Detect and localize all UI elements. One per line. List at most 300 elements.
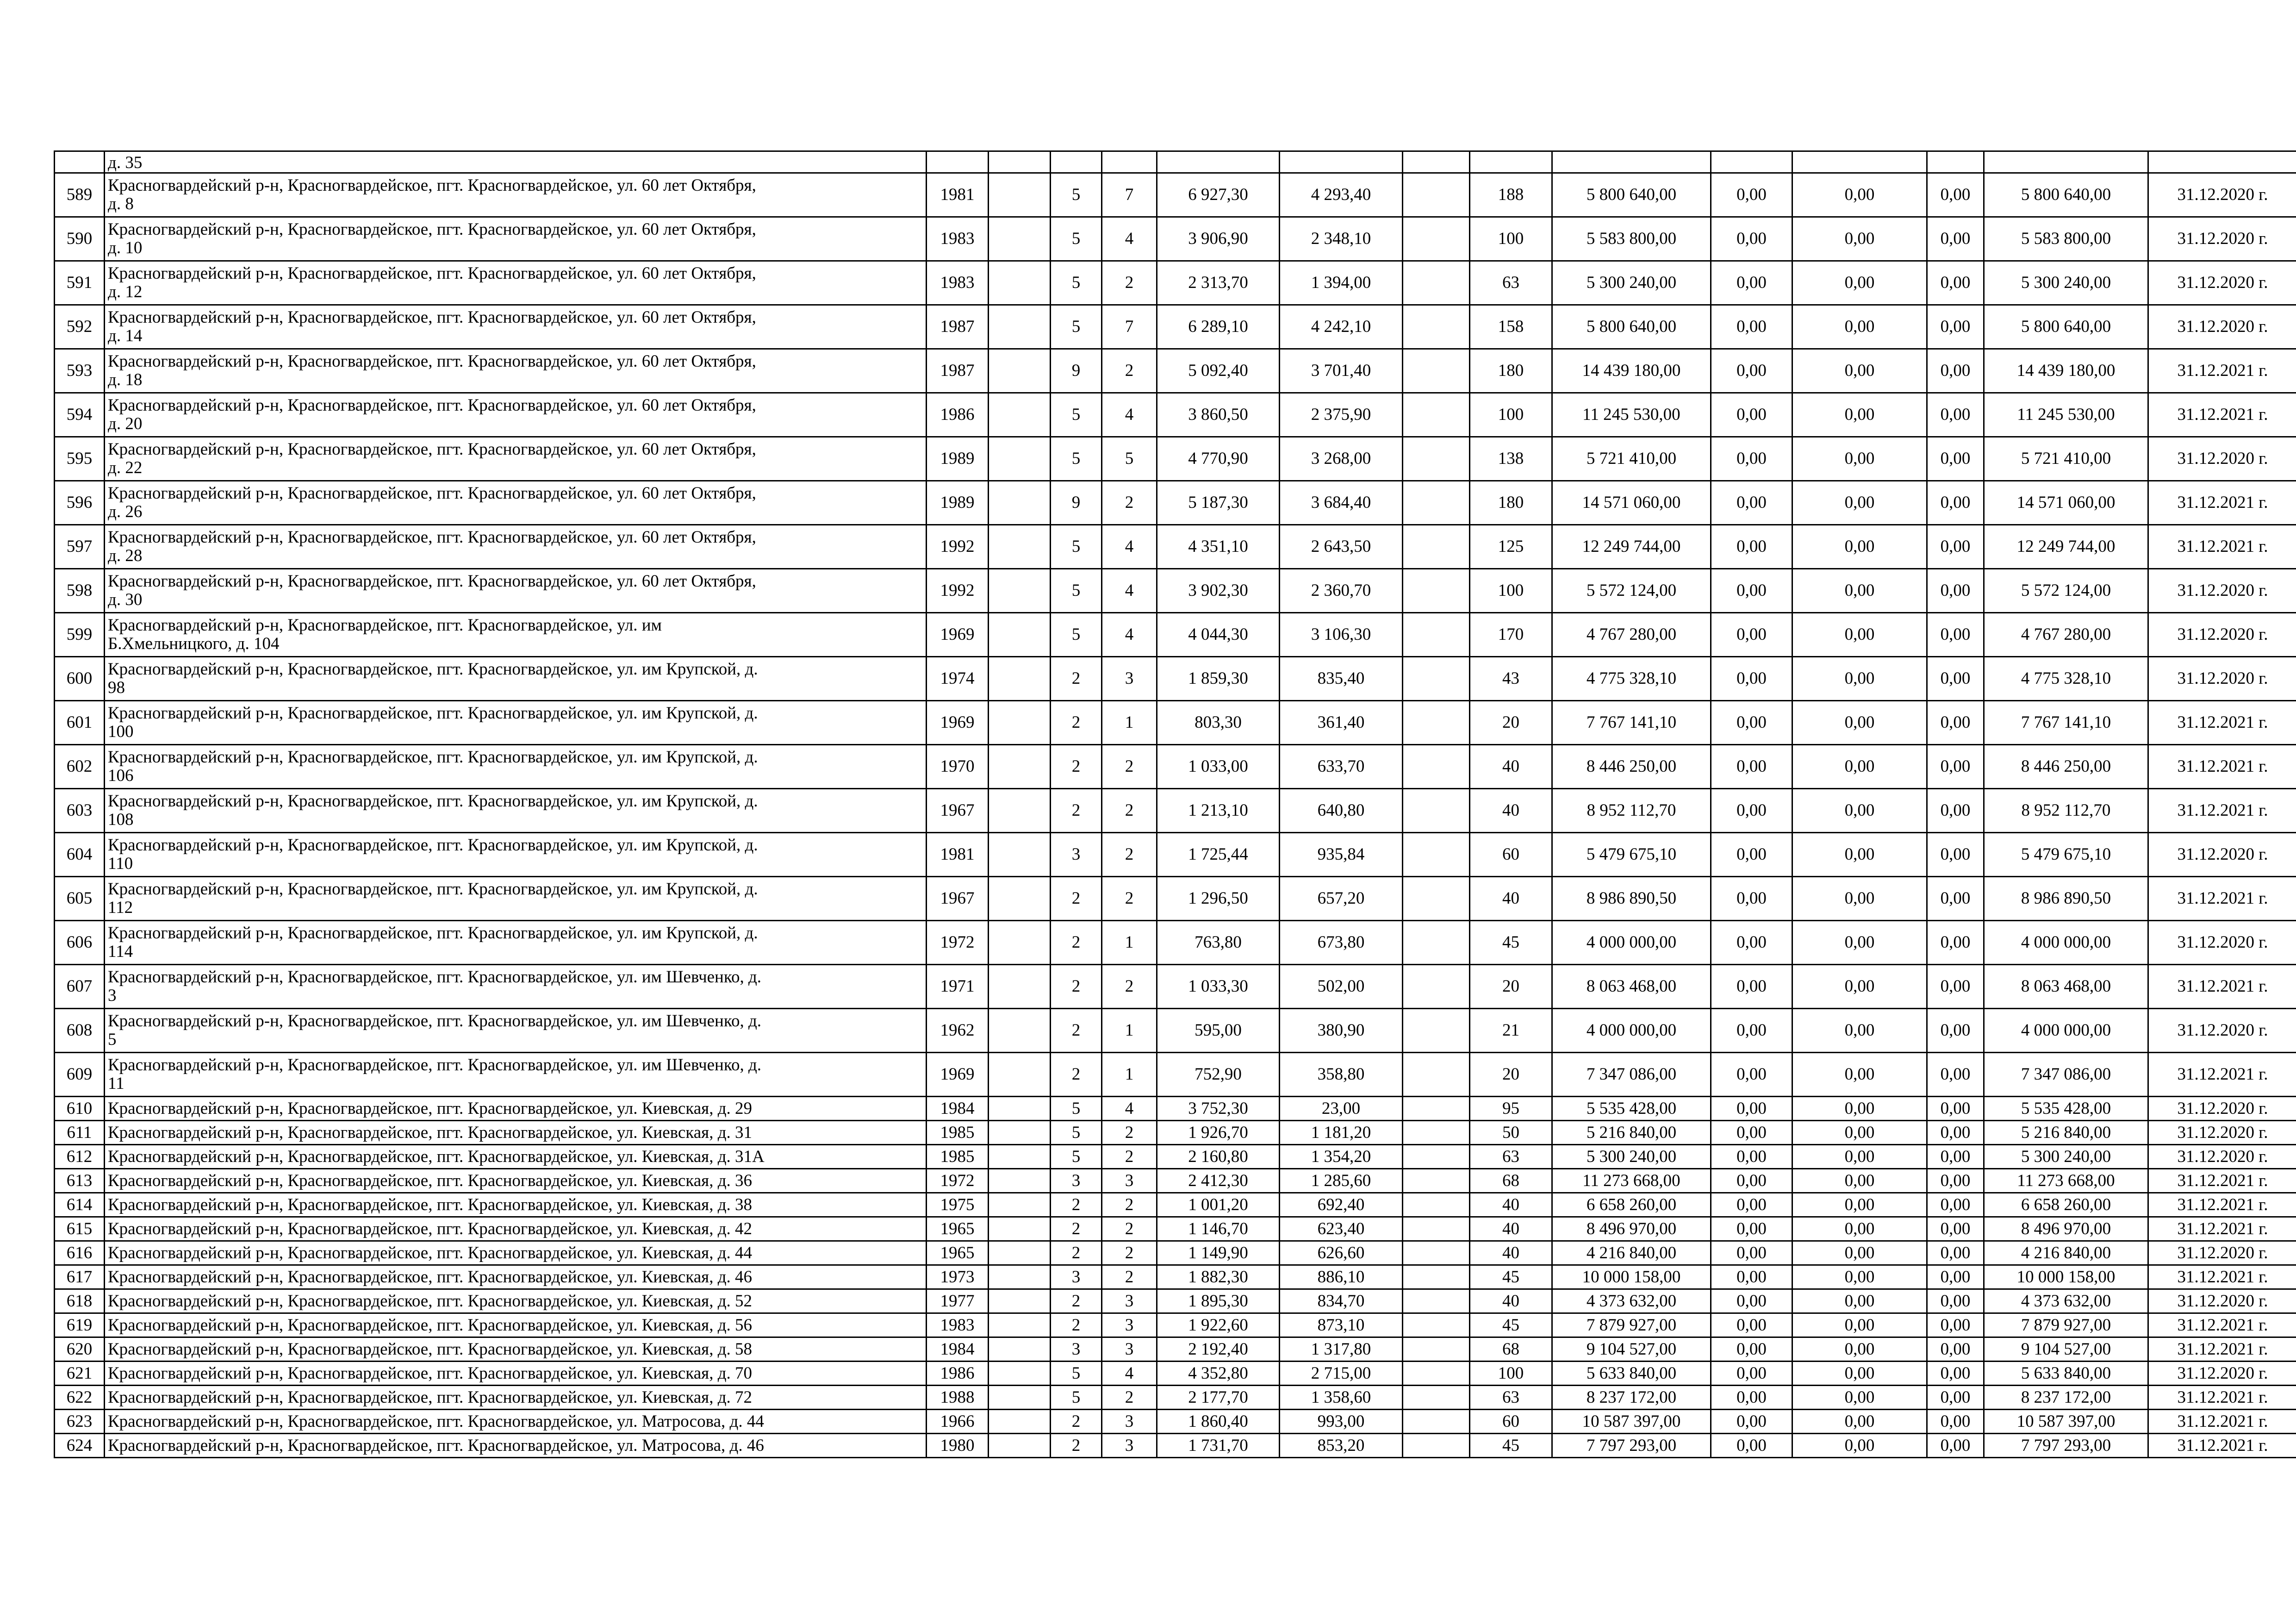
- cell-fund-1: 0,00: [1711, 1313, 1792, 1337]
- cell-residents: 20: [1470, 965, 1552, 1009]
- address-line-1: Красногвардейский р-н, Красногвардейское, пгт. Красногвардейское, ул. Матросова, д. 46: [108, 1436, 764, 1455]
- cell-empty: [1403, 1434, 1470, 1458]
- cell-completion-date: 31.12.2021 г.: [2148, 1410, 2296, 1434]
- cell-year-built: 1988: [927, 1386, 989, 1410]
- cell-fund-1: 0,00: [1711, 1193, 1792, 1217]
- cell-fund-2: 0,00: [1792, 569, 1927, 613]
- cell-number: 621: [55, 1362, 105, 1386]
- cell-empty: [989, 613, 1051, 657]
- cell-floors: 5: [1051, 613, 1102, 657]
- cell-empty: [1403, 965, 1470, 1009]
- cell-address: [105, 173, 927, 217]
- cell-fund-4: 5 721 410,00: [1984, 437, 2148, 481]
- cell-entrances: 3: [1102, 1410, 1157, 1434]
- cell-fund-1: 0,00: [1711, 1053, 1792, 1097]
- cell-fund-4: 9 104 527,00: [1984, 1337, 2148, 1362]
- table-body: [55, 151, 2296, 1458]
- cell-fund-1: 0,00: [1711, 1289, 1792, 1313]
- cell-address: [105, 481, 927, 525]
- cell-completion-date: 31.12.2020 г.: [2148, 217, 2296, 261]
- cell-fund-4: 5 800 640,00: [1984, 173, 2148, 217]
- cell-number: 597: [55, 525, 105, 569]
- address-line-1: Красногвардейский р-н, Красногвардейское, пгт. Красногвардейское, ул. Киевская, д. 70: [108, 1363, 753, 1383]
- cell-residents: 40: [1470, 1193, 1552, 1217]
- cell-completion-date: 31.12.2020 г.: [2148, 569, 2296, 613]
- cell-empty: [989, 1009, 1051, 1053]
- address-line-2: 110: [108, 854, 133, 873]
- cell-empty: [989, 1217, 1051, 1241]
- cell-empty: [989, 965, 1051, 1009]
- cell-fund-3: 0,00: [1927, 613, 1984, 657]
- cell-total-cost: 11 273 668,00: [1552, 1169, 1711, 1193]
- cell-total-cost: 10 587 397,00: [1552, 1410, 1711, 1434]
- table-row: [55, 745, 2296, 789]
- cell-floors: 2: [1051, 745, 1102, 789]
- cell-residents: 68: [1470, 1169, 1552, 1193]
- cell-entrances: 7: [1102, 173, 1157, 217]
- cell-completion-date: 31.12.2021 г.: [2148, 745, 2296, 789]
- cell-address: [105, 1169, 927, 1193]
- cell-fund-1: 0,00: [1711, 877, 1792, 921]
- cell-total-area: 1 859,30: [1157, 657, 1280, 701]
- cell-fund-1: 0,00: [1711, 173, 1792, 217]
- cell-entrances: 2: [1102, 1193, 1157, 1217]
- table-row: [55, 1217, 2296, 1241]
- cell-entrances: 2: [1102, 833, 1157, 877]
- address-line-1: Красногвардейский р-н, Красногвардейское, пгт. Красногвардейское, ул. 60 лет Октября,: [108, 308, 756, 327]
- cell-number: 604: [55, 833, 105, 877]
- cell-empty: [1403, 877, 1470, 921]
- cell-empty: [1403, 481, 1470, 525]
- cell-residents: 100: [1470, 1362, 1552, 1386]
- cell-total-cost: 8 237 172,00: [1552, 1386, 1711, 1410]
- cell-empty: [1403, 437, 1470, 481]
- cell-completion-date: 31.12.2021 г.: [2148, 877, 2296, 921]
- cell-empty: [989, 921, 1051, 965]
- cell-fund-3: 0,00: [1927, 1386, 1984, 1410]
- cell-empty: [989, 657, 1051, 701]
- cell-empty: [989, 745, 1051, 789]
- cell-fund-3: 0,00: [1927, 1434, 1984, 1458]
- cell-fund-1: 0,00: [1711, 921, 1792, 965]
- cell-empty: [989, 1265, 1051, 1289]
- cell-empty: [1403, 1217, 1470, 1241]
- cell-floors: 2: [1051, 1217, 1102, 1241]
- cell-fund-3: 0,00: [1927, 965, 1984, 1009]
- cell-living-area: 673,80: [1280, 921, 1403, 965]
- cell-living-area: 3 701,40: [1280, 349, 1403, 393]
- cell-number: 609: [55, 1053, 105, 1097]
- cell-total-area: 1 860,40: [1157, 1410, 1280, 1434]
- cell-year-built: 1986: [927, 1362, 989, 1386]
- cell-residents: 45: [1470, 1434, 1552, 1458]
- cell-year-built: 1983: [927, 261, 989, 305]
- cell-empty: [1403, 1121, 1470, 1145]
- cell-fund-4: 5 572 124,00: [1984, 569, 2148, 613]
- cell-fund-1: 0,00: [1711, 789, 1792, 833]
- cell-entrances: 2: [1102, 877, 1157, 921]
- cell-fund-4: 4 000 000,00: [1984, 921, 2148, 965]
- cell-empty: [1927, 151, 1984, 173]
- cell-number: 598: [55, 569, 105, 613]
- table-row: [55, 789, 2296, 833]
- cell-fund-4: 8 446 250,00: [1984, 745, 2148, 789]
- cell-address: д. 35: [105, 151, 927, 173]
- cell-entrances: 2: [1102, 1145, 1157, 1169]
- cell-total-area: 1 033,30: [1157, 965, 1280, 1009]
- cell-empty: [1403, 569, 1470, 613]
- address-line-1: Красногвардейский р-н, Красногвардейское, пгт. Красногвардейское, ул. им: [108, 616, 662, 635]
- address-line-2: 100: [108, 722, 134, 741]
- cell-living-area: 1 285,60: [1280, 1169, 1403, 1193]
- cell-residents: 63: [1470, 1386, 1552, 1410]
- cell-completion-date: 31.12.2021 г.: [2148, 1169, 2296, 1193]
- cell-entrances: 3: [1102, 657, 1157, 701]
- cell-fund-4: 5 300 240,00: [1984, 1145, 2148, 1169]
- cell-address: [105, 261, 927, 305]
- cell-fund-2: 0,00: [1792, 701, 1927, 745]
- cell-empty: [1403, 1386, 1470, 1410]
- cell-address: [105, 833, 927, 877]
- cell-residents: 188: [1470, 173, 1552, 217]
- cell-fund-2: 0,00: [1792, 1434, 1927, 1458]
- cell-number: [55, 151, 105, 173]
- cell-entrances: 4: [1102, 393, 1157, 437]
- cell-fund-1: 0,00: [1711, 1097, 1792, 1121]
- cell-entrances: 2: [1102, 349, 1157, 393]
- cell-completion-date: 31.12.2021 г.: [2148, 701, 2296, 745]
- cell-fund-4: 7 767 141,10: [1984, 701, 2148, 745]
- cell-empty: [2148, 151, 2296, 173]
- cell-address: [105, 1241, 927, 1265]
- cell-entrances: 2: [1102, 1265, 1157, 1289]
- cell-total-area: 2 160,80: [1157, 1145, 1280, 1169]
- cell-empty: [989, 1121, 1051, 1145]
- address-line-2: д. 26: [108, 502, 143, 521]
- cell-empty: [989, 833, 1051, 877]
- cell-total-cost: 4 000 000,00: [1552, 921, 1711, 965]
- cell-fund-2: 0,00: [1792, 1265, 1927, 1289]
- cell-year-built: 1969: [927, 613, 989, 657]
- cell-completion-date: 31.12.2021 г.: [2148, 1313, 2296, 1337]
- cell-fund-4: 5 300 240,00: [1984, 261, 2148, 305]
- cell-empty: [989, 1169, 1051, 1193]
- cell-floors: 3: [1051, 1265, 1102, 1289]
- cell-living-area: 935,84: [1280, 833, 1403, 877]
- cell-empty: [1403, 393, 1470, 437]
- cell-fund-3: 0,00: [1927, 745, 1984, 789]
- address-line-1: Красногвардейский р-н, Красногвардейское, пгт. Красногвардейское, ул. им Шевченко, д.: [108, 1056, 762, 1074]
- cell-entrances: 2: [1102, 261, 1157, 305]
- cell-year-built: 1971: [927, 965, 989, 1009]
- cell-living-area: 853,20: [1280, 1434, 1403, 1458]
- cell-empty: [1711, 151, 1792, 173]
- address-line-1: Красногвардейский р-н, Красногвардейское, пгт. Красногвардейское, ул. Киевская, д. 31А: [108, 1147, 765, 1166]
- cell-number: 610: [55, 1097, 105, 1121]
- cell-year-built: 1974: [927, 657, 989, 701]
- cell-entrances: 4: [1102, 217, 1157, 261]
- cell-residents: 40: [1470, 1289, 1552, 1313]
- address-line-1: Красногвардейский р-н, Красногвардейское, пгт. Красногвардейское, ул. 60 лет Октября,: [108, 528, 756, 547]
- cell-entrances: 1: [1102, 1009, 1157, 1053]
- cell-living-area: 380,90: [1280, 1009, 1403, 1053]
- cell-total-area: 3 860,50: [1157, 393, 1280, 437]
- cell-fund-1: 0,00: [1711, 657, 1792, 701]
- cell-address: [105, 1265, 927, 1289]
- cell-number: 624: [55, 1434, 105, 1458]
- cell-fund-1: 0,00: [1711, 437, 1792, 481]
- cell-fund-1: 0,00: [1711, 481, 1792, 525]
- cell-number: 601: [55, 701, 105, 745]
- cell-total-area: 5 187,30: [1157, 481, 1280, 525]
- cell-living-area: 2 715,00: [1280, 1362, 1403, 1386]
- cell-entrances: 4: [1102, 525, 1157, 569]
- cell-entrances: 2: [1102, 745, 1157, 789]
- cell-total-cost: 10 000 158,00: [1552, 1265, 1711, 1289]
- cell-fund-2: 0,00: [1792, 1289, 1927, 1313]
- cell-empty: [989, 525, 1051, 569]
- table-row: [55, 877, 2296, 921]
- address-line-1: Красногвардейский р-н, Красногвардейское, пгт. Красногвардейское, ул. Киевская, д. 42: [108, 1219, 753, 1238]
- cell-fund-1: 0,00: [1711, 1337, 1792, 1362]
- address-line-1: Красногвардейский р-н, Красногвардейское, пгт. Красногвардейское, ул. 60 лет Октября,: [108, 352, 756, 371]
- cell-fund-3: 0,00: [1927, 1145, 1984, 1169]
- cell-fund-3: 0,00: [1927, 1097, 1984, 1121]
- cell-empty: [1102, 151, 1157, 173]
- address-line-1: Красногвардейский р-н, Красногвардейское, пгт. Красногвардейское, ул. Киевская, д. 38: [108, 1195, 753, 1214]
- cell-fund-1: 0,00: [1711, 569, 1792, 613]
- cell-fund-3: 0,00: [1927, 481, 1984, 525]
- cell-completion-date: 31.12.2021 г.: [2148, 481, 2296, 525]
- cell-number: 619: [55, 1313, 105, 1337]
- cell-completion-date: 31.12.2020 г.: [2148, 261, 2296, 305]
- cell-year-built: 1975: [927, 1193, 989, 1217]
- cell-empty: [989, 789, 1051, 833]
- cell-empty: [989, 701, 1051, 745]
- cell-fund-4: 7 879 927,00: [1984, 1313, 2148, 1337]
- cell-address: [105, 437, 927, 481]
- cell-fund-2: 0,00: [1792, 921, 1927, 965]
- cell-empty: [989, 1289, 1051, 1313]
- cell-empty: [989, 1386, 1051, 1410]
- cell-residents: 68: [1470, 1337, 1552, 1362]
- cell-year-built: 1965: [927, 1241, 989, 1265]
- cell-number: 594: [55, 393, 105, 437]
- cell-empty: [1552, 151, 1711, 173]
- cell-empty: [1403, 613, 1470, 657]
- cell-empty: [1403, 833, 1470, 877]
- table-row: [55, 569, 2296, 613]
- cell-floors: 2: [1051, 1009, 1102, 1053]
- cell-fund-3: 0,00: [1927, 1313, 1984, 1337]
- housing-register-table: [54, 150, 2296, 1458]
- cell-living-area: 2 375,90: [1280, 393, 1403, 437]
- cell-completion-date: 31.12.2021 г.: [2148, 1386, 2296, 1410]
- cell-total-area: 4 351,10: [1157, 525, 1280, 569]
- cell-fund-2: 0,00: [1792, 525, 1927, 569]
- cell-number: 591: [55, 261, 105, 305]
- cell-empty: [1403, 657, 1470, 701]
- address-line-2: д. 10: [108, 238, 143, 257]
- cell-total-cost: 6 658 260,00: [1552, 1193, 1711, 1217]
- cell-fund-2: 0,00: [1792, 613, 1927, 657]
- cell-fund-1: 0,00: [1711, 261, 1792, 305]
- cell-total-area: 1 001,20: [1157, 1193, 1280, 1217]
- cell-entrances: 2: [1102, 481, 1157, 525]
- cell-year-built: 1981: [927, 833, 989, 877]
- cell-number: 606: [55, 921, 105, 965]
- cell-fund-3: 0,00: [1927, 569, 1984, 613]
- address-line-1: Красногвардейский р-н, Красногвардейское, пгт. Красногвардейское, ул. им Крупской, д.: [108, 660, 758, 679]
- cell-number: 615: [55, 1217, 105, 1241]
- cell-empty: [1051, 151, 1102, 173]
- cell-living-area: 1 181,20: [1280, 1121, 1403, 1145]
- cell-empty: [1403, 1337, 1470, 1362]
- table-row: [55, 1193, 2296, 1217]
- address-line-1: Красногвардейский р-н, Красногвардейское, пгт. Красногвардейское, ул. им Крупской, д.: [108, 924, 758, 943]
- cell-entrances: 2: [1102, 1241, 1157, 1265]
- cell-entrances: 3: [1102, 1337, 1157, 1362]
- cell-fund-1: 0,00: [1711, 305, 1792, 349]
- cell-year-built: 1984: [927, 1097, 989, 1121]
- cell-floors: 9: [1051, 481, 1102, 525]
- cell-fund-4: 5 535 428,00: [1984, 1097, 2148, 1121]
- cell-address: [105, 613, 927, 657]
- cell-fund-3: 0,00: [1927, 789, 1984, 833]
- cell-total-area: 2 177,70: [1157, 1386, 1280, 1410]
- cell-completion-date: 31.12.2020 г.: [2148, 1241, 2296, 1265]
- address-line-1: Красногвардейский р-н, Красногвардейское, пгт. Красногвардейское, ул. им Шевченко, д.: [108, 1012, 762, 1031]
- cell-empty: [1403, 1009, 1470, 1053]
- cell-total-cost: 8 952 112,70: [1552, 789, 1711, 833]
- cell-completion-date: 31.12.2020 г.: [2148, 833, 2296, 877]
- cell-fund-2: 0,00: [1792, 437, 1927, 481]
- cell-fund-4: 5 216 840,00: [1984, 1121, 2148, 1145]
- cell-living-area: 361,40: [1280, 701, 1403, 745]
- cell-residents: 158: [1470, 305, 1552, 349]
- cell-entrances: 2: [1102, 1121, 1157, 1145]
- cell-number: 592: [55, 305, 105, 349]
- address-line-2: 3: [108, 986, 117, 1005]
- cell-fund-4: 12 249 744,00: [1984, 525, 2148, 569]
- cell-total-cost: 5 535 428,00: [1552, 1097, 1711, 1121]
- cell-number: 620: [55, 1337, 105, 1362]
- cell-total-area: 4 352,80: [1157, 1362, 1280, 1386]
- cell-living-area: 657,20: [1280, 877, 1403, 921]
- cell-fund-1: 0,00: [1711, 1265, 1792, 1289]
- cell-total-cost: 5 800 640,00: [1552, 173, 1711, 217]
- cell-empty: [989, 1337, 1051, 1362]
- table-row: [55, 437, 2296, 481]
- cell-address: [105, 349, 927, 393]
- cell-fund-4: 10 587 397,00: [1984, 1410, 2148, 1434]
- cell-fund-1: 0,00: [1711, 1145, 1792, 1169]
- cell-floors: 5: [1051, 1145, 1102, 1169]
- cell-fund-3: 0,00: [1927, 657, 1984, 701]
- cell-fund-3: 0,00: [1927, 1053, 1984, 1097]
- address-line-1: Красногвардейский р-н, Красногвардейское, пгт. Красногвардейское, ул. Киевская, д. 56: [108, 1315, 753, 1335]
- cell-empty: [989, 151, 1051, 173]
- cell-total-cost: 7 797 293,00: [1552, 1434, 1711, 1458]
- cell-residents: 40: [1470, 745, 1552, 789]
- cell-completion-date: 31.12.2021 г.: [2148, 349, 2296, 393]
- cell-address: [105, 1145, 927, 1169]
- cell-fund-4: 10 000 158,00: [1984, 1265, 2148, 1289]
- cell-completion-date: 31.12.2020 г.: [2148, 437, 2296, 481]
- cell-completion-date: 31.12.2021 г.: [2148, 393, 2296, 437]
- cell-entrances: 4: [1102, 1097, 1157, 1121]
- cell-fund-1: 0,00: [1711, 833, 1792, 877]
- cell-fund-4: 4 000 000,00: [1984, 1009, 2148, 1053]
- cell-year-built: 1983: [927, 1313, 989, 1337]
- cell-floors: 2: [1051, 1313, 1102, 1337]
- cell-total-cost: 5 800 640,00: [1552, 305, 1711, 349]
- cell-fund-2: 0,00: [1792, 1053, 1927, 1097]
- cell-fund-1: 0,00: [1711, 1362, 1792, 1386]
- cell-year-built: 1987: [927, 349, 989, 393]
- address-line-2: Б.Хмельницкого, д. 104: [108, 634, 280, 653]
- cell-number: 618: [55, 1289, 105, 1313]
- cell-address: [105, 1217, 927, 1241]
- cell-fund-1: 0,00: [1711, 217, 1792, 261]
- cell-empty: [1403, 261, 1470, 305]
- table-row: [55, 1410, 2296, 1434]
- cell-fund-4: 8 063 468,00: [1984, 965, 2148, 1009]
- cell-residents: 20: [1470, 701, 1552, 745]
- table-row: [55, 261, 2296, 305]
- cell-floors: 5: [1051, 393, 1102, 437]
- address-line-1: Красногвардейский р-н, Красногвардейское, пгт. Красногвардейское, ул. им Крупской, д.: [108, 704, 758, 723]
- cell-number: 600: [55, 657, 105, 701]
- cell-entrances: 3: [1102, 1169, 1157, 1193]
- cell-completion-date: 31.12.2021 г.: [2148, 1434, 2296, 1458]
- cell-entrances: 3: [1102, 1313, 1157, 1337]
- cell-fund-2: 0,00: [1792, 173, 1927, 217]
- cell-completion-date: 31.12.2020 г.: [2148, 1121, 2296, 1145]
- cell-empty: [1403, 1265, 1470, 1289]
- cell-total-area: 595,00: [1157, 1009, 1280, 1053]
- cell-residents: 20: [1470, 1053, 1552, 1097]
- cell-total-area: 1 922,60: [1157, 1313, 1280, 1337]
- cell-empty: [1403, 1362, 1470, 1386]
- address-line-1: Красногвардейский р-н, Красногвардейское, пгт. Красногвардейское, ул. 60 лет Октября,: [108, 176, 756, 195]
- cell-total-area: 2 192,40: [1157, 1337, 1280, 1362]
- cell-entrances: 7: [1102, 305, 1157, 349]
- address-line-1: Красногвардейский р-н, Красногвардейское, пгт. Красногвардейское, ул. Киевская, д. 44: [108, 1243, 753, 1262]
- cell-total-area: 2 412,30: [1157, 1169, 1280, 1193]
- cell-year-built: 1985: [927, 1121, 989, 1145]
- cell-fund-4: 8 237 172,00: [1984, 1386, 2148, 1410]
- cell-year-built: 1969: [927, 701, 989, 745]
- cell-total-area: 6 927,30: [1157, 173, 1280, 217]
- cell-completion-date: 31.12.2020 г.: [2148, 613, 2296, 657]
- cell-fund-1: 0,00: [1711, 1434, 1792, 1458]
- table-row: [55, 701, 2296, 745]
- address-line-1: Красногвардейский р-н, Красногвардейское, пгт. Красногвардейское, ул. Киевская, д. 31: [108, 1123, 753, 1142]
- cell-floors: 2: [1051, 1193, 1102, 1217]
- cell-year-built: 1981: [927, 173, 989, 217]
- cell-total-cost: 4 775 328,10: [1552, 657, 1711, 701]
- cell-address: [105, 1289, 927, 1313]
- cell-residents: 50: [1470, 1121, 1552, 1145]
- cell-floors: 5: [1051, 261, 1102, 305]
- address-line-2: д. 8: [108, 194, 134, 213]
- cell-living-area: 358,80: [1280, 1053, 1403, 1097]
- cell-floors: 2: [1051, 921, 1102, 965]
- cell-residents: 180: [1470, 481, 1552, 525]
- cell-empty: [989, 349, 1051, 393]
- cell-empty: [989, 1241, 1051, 1265]
